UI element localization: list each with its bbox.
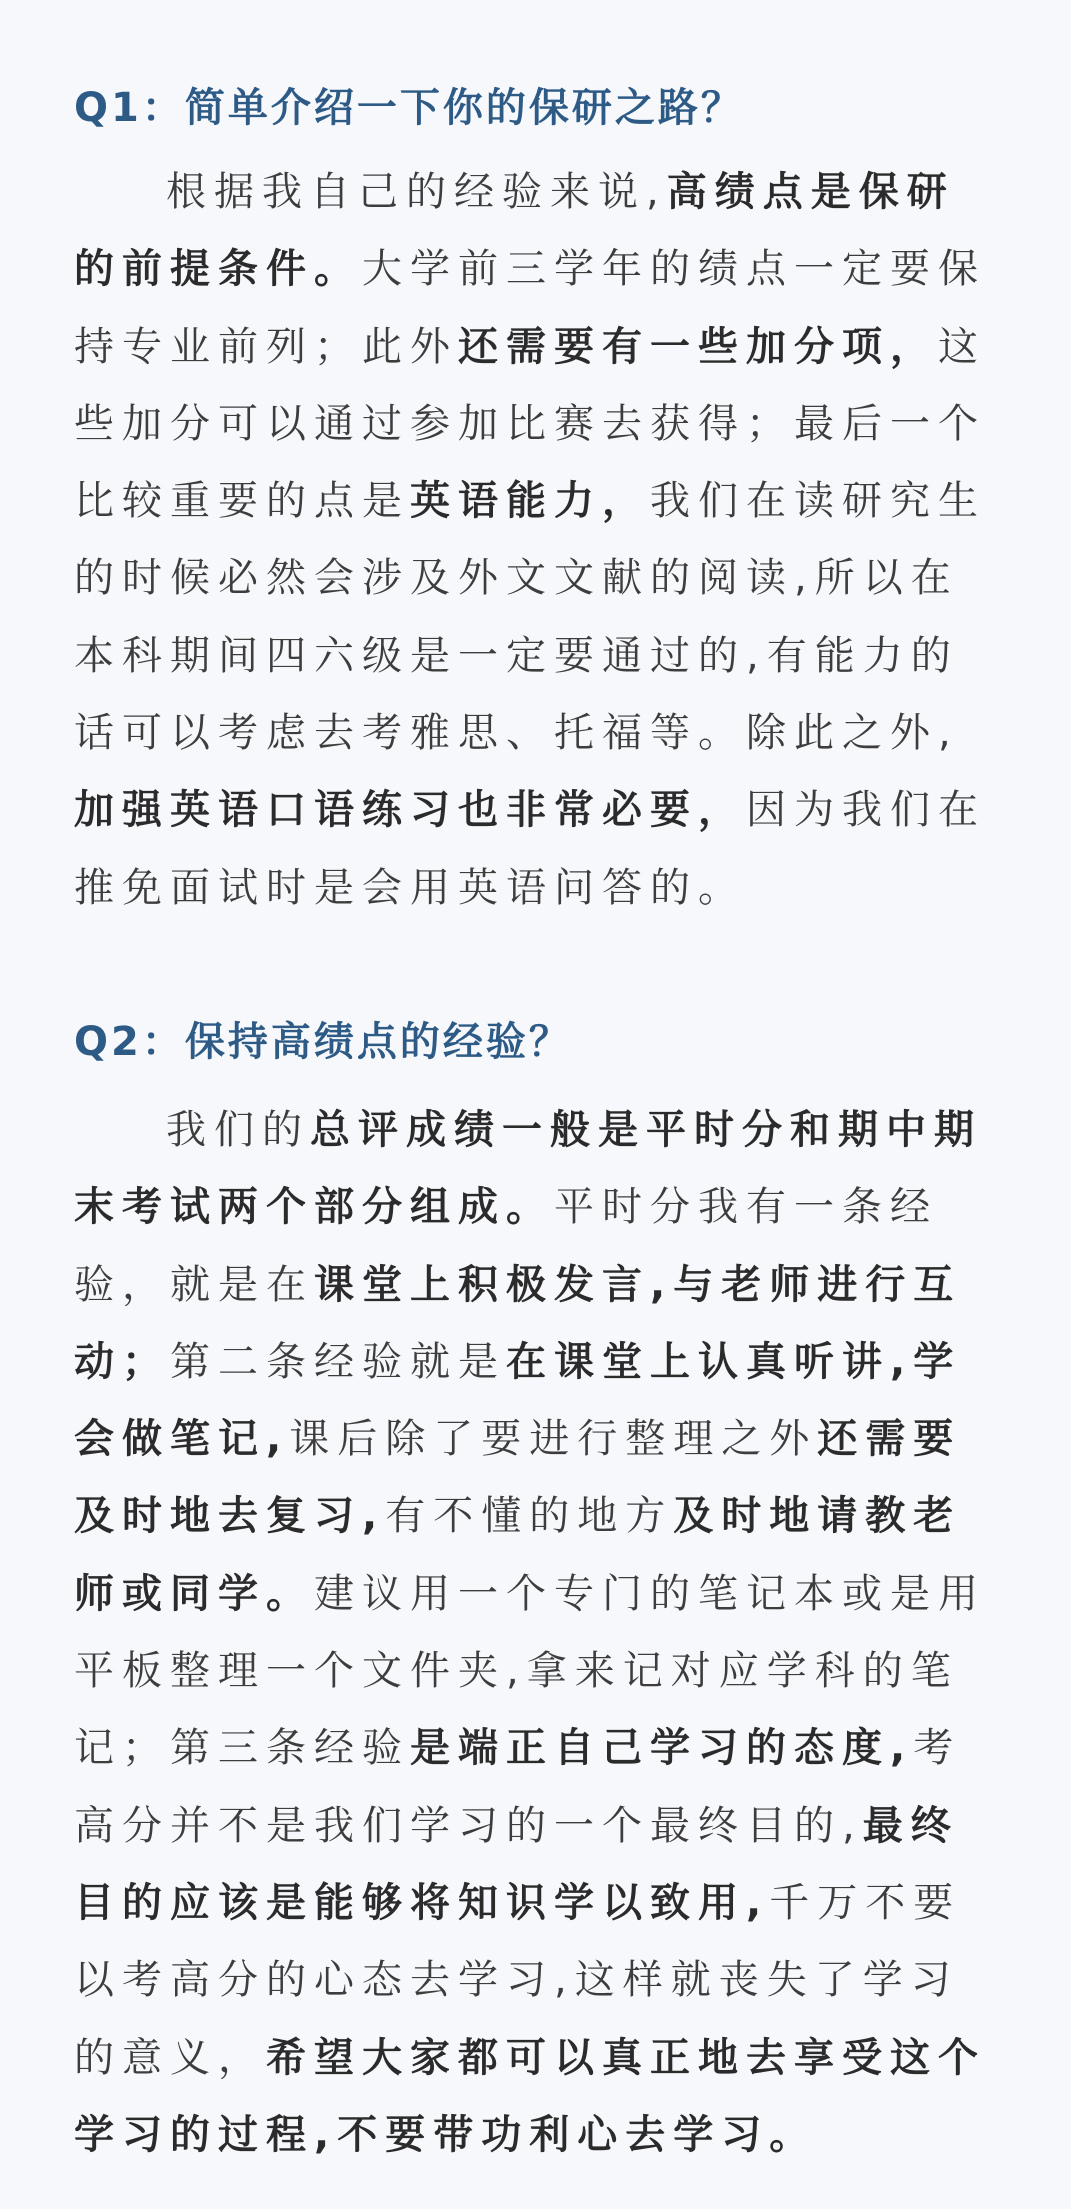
text-line — [74, 1092, 994, 1169]
text-segment: 验，就是在 — [74, 1261, 314, 1308]
bold-text-segment: 希望大家都可以真正地去享受这个 — [266, 2034, 986, 2081]
text-line — [74, 618, 994, 695]
text-line — [74, 2097, 994, 2174]
text-segment: 考 — [913, 1725, 962, 1772]
text-line — [74, 231, 994, 308]
text-segment: 大学前三学年的绩点一定要保 — [362, 246, 986, 293]
text-segment: 建议用一个专门的笔记本或是用 — [314, 1570, 986, 1617]
text-segment: 平时分我有一条经 — [554, 1184, 938, 1231]
text-line — [74, 1324, 994, 1401]
bold-text-segment: 末考试两个部分组成。 — [74, 1184, 554, 1231]
text-segment: 的意义， — [74, 2034, 266, 2081]
text-segment: 第二条经验就是 — [170, 1338, 506, 1385]
bold-text-segment: 还需要有一些加分项， — [458, 323, 938, 370]
bold-text-segment: 加强英语口语练习也非常必要， — [74, 787, 746, 834]
text-segment: 根据我自己的经验来说, — [166, 169, 667, 215]
bold-text-segment: 及时地请教老 — [673, 1493, 962, 1540]
bold-text-segment: 总评成绩一般是平时分和期中期 — [310, 1107, 982, 1153]
bold-text-segment: 师或同学。 — [74, 1570, 314, 1617]
text-segment: 有不懂的地方 — [385, 1493, 674, 1540]
text-line — [74, 1633, 994, 1710]
text-line — [74, 1247, 994, 1324]
bold-text-segment: 在课堂上认真听讲,学 — [506, 1338, 962, 1385]
text-segment: 以考高分的心态去学习,这样就丧失了学习 — [74, 1957, 959, 2004]
text-line — [74, 1942, 994, 2019]
text-segment: 的时候必然会涉及外文文献的阅读,所以在 — [74, 555, 959, 602]
bold-text-segment: 学习的过程,不要带功利心去学习。 — [74, 2111, 818, 2158]
question-2-heading: Q2：保持高绩点的经验？ — [74, 1019, 572, 1065]
text-line — [74, 463, 994, 540]
text-line — [74, 309, 994, 386]
bold-text-segment: 高绩点是保研 — [666, 169, 955, 215]
bold-text-segment: 最终 — [862, 1802, 959, 1849]
text-line — [74, 1556, 994, 1633]
text-line — [74, 772, 994, 849]
bold-text-segment: 会做笔记, — [74, 1416, 290, 1463]
text-segment: 记；第三条经验 — [74, 1725, 410, 1772]
text-segment: 本科期间四六级是一定要通过的,有能力的 — [74, 632, 959, 679]
text-line — [74, 540, 994, 617]
bold-text-segment: 动； — [74, 1338, 170, 1385]
text-line — [74, 1401, 994, 1478]
text-segment: 我们在读研究生 — [650, 478, 986, 525]
text-segment: 因为我们在 — [746, 787, 986, 834]
answer-2-paragraph — [74, 1092, 994, 2174]
text-segment: 高分并不是我们学习的一个最终目的, — [74, 1802, 863, 1849]
text-segment: 我们的 — [166, 1107, 310, 1153]
bold-text-segment: 还需要 — [817, 1416, 962, 1463]
text-segment: 千万不要 — [769, 1879, 962, 1926]
text-segment: 持专业前列；此外 — [74, 323, 458, 370]
text-segment: 这 — [938, 323, 986, 370]
text-line — [74, 695, 994, 772]
bold-text-segment: 目的应该是能够将知识学以致用, — [74, 1879, 770, 1926]
answer-1-paragraph — [74, 154, 994, 927]
text-segment: 些加分可以通过参加比赛去获得；最后一个 — [74, 400, 986, 447]
text-line — [74, 1169, 994, 1246]
text-line — [74, 1478, 994, 1555]
bold-text-segment: 英语能力， — [410, 478, 650, 525]
text-line — [74, 154, 994, 231]
text-segment: 课后除了要进行整理之外 — [289, 1416, 818, 1463]
text-line — [74, 1788, 994, 1865]
bold-text-segment: 是端正自己学习的态度, — [410, 1725, 914, 1772]
text-segment: 比较重要的点是 — [74, 478, 410, 525]
bold-text-segment: 课堂上积极发言,与老师进行互 — [314, 1261, 962, 1308]
text-line — [74, 386, 994, 463]
text-segment: 推免面试时是会用英语问答的。 — [74, 864, 746, 911]
text-line — [74, 1710, 994, 1787]
text-line — [74, 1865, 994, 1942]
text-line — [74, 2020, 994, 2097]
text-line — [74, 850, 994, 927]
bold-text-segment: 的前提条件。 — [74, 246, 362, 293]
text-segment: 话可以考虑去考雅思、托福等。除此之外, — [74, 710, 959, 757]
bold-text-segment: 及时地去复习, — [74, 1493, 386, 1540]
text-segment: 平板整理一个文件夹,拿来记对应学科的笔 — [74, 1648, 959, 1695]
question-1-heading: Q1：简单介绍一下你的保研之路？ — [74, 85, 744, 131]
